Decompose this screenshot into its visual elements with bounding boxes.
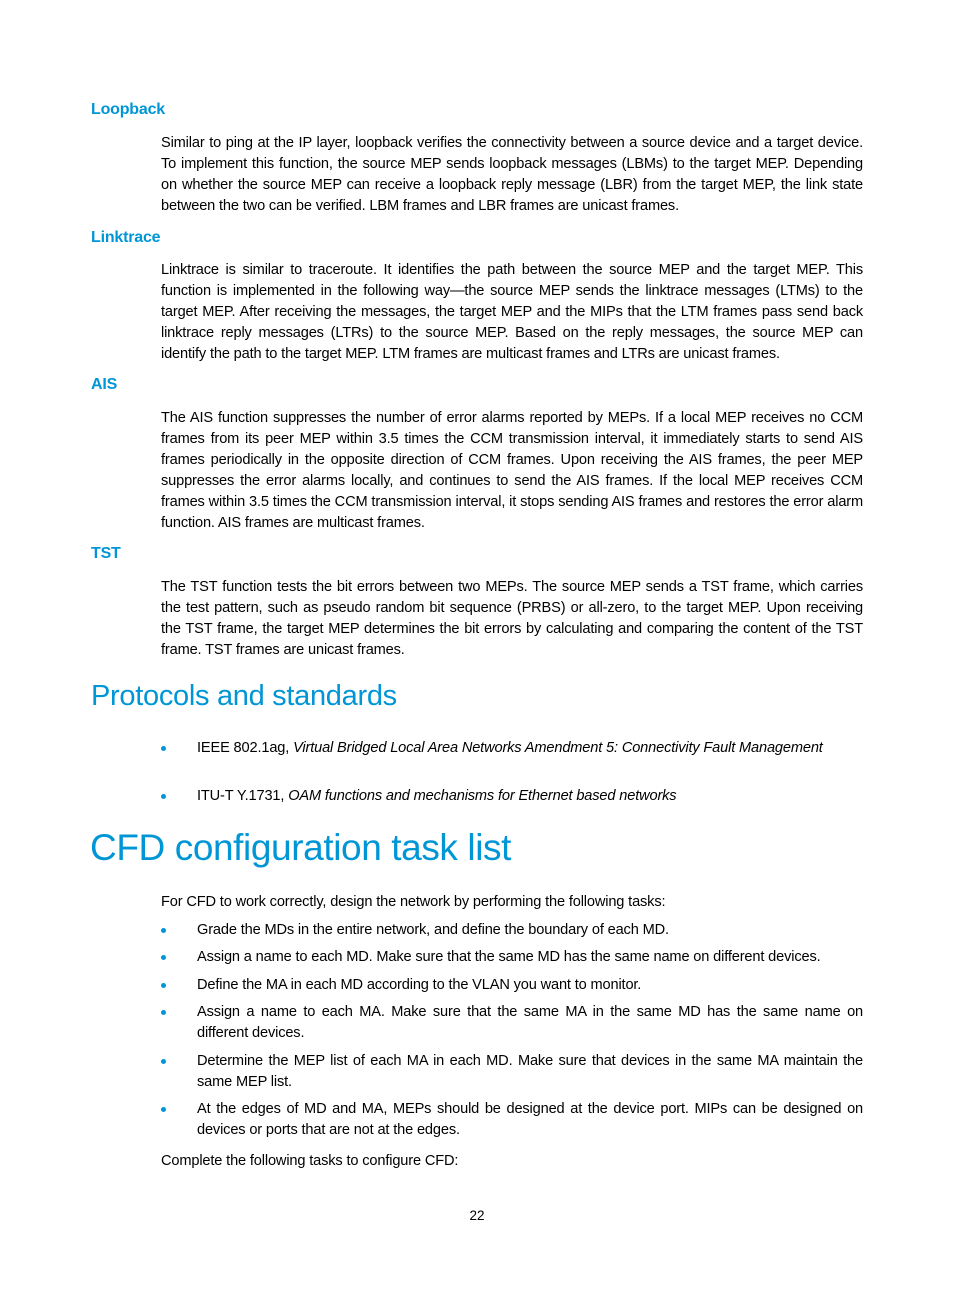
task-item-text: Assign a name to each MD. Make sure that the same MD has the same name on different devices.: [197, 949, 821, 965]
task-list-outro: Complete the following tasks to configure CFD:: [161, 1153, 459, 1169]
heading-protocols-and-standards: Protocols and standards: [91, 680, 397, 712]
bullet-icon: [161, 1107, 166, 1112]
task-list-intro: For CFD to work correctly, design the network by performing the following tasks:: [161, 894, 666, 910]
task-item-text: At the edges of MD and MA, MEPs should be designed at the device port. MIPs can be designed on devices or ports that are not at the edges.: [197, 1101, 863, 1138]
task-item-text: Grade the MDs in the entire network, and define the boundary of each MD.: [197, 922, 669, 938]
bullet-icon: [161, 928, 166, 933]
task-item: [161, 975, 863, 996]
bullet-icon: [161, 1059, 166, 1064]
paragraph-loopback: Similar to ping at the IP layer, loopback verifies the connectivity between a source device and a target device. To implement this function, the source MEP sends loopback messages (LBMs) to the target MEP. Depending on whether the source MEP can receive a loopback reply message (LBR) from the target MEP, the link state between the two can be verified. LBM frames and LBR frames are unicast frames.: [161, 135, 863, 214]
bullet-icon: [161, 983, 166, 988]
paragraph-ais: The AIS function suppresses the number of error alarms reported by MEPs. If a local MEP receives no CCM frames from its peer MEP within 3.5 times the CCM transmission interval, it immediately starts to send AIS frames periodically in the opposite direction of CCM frames. Upon receiving the AIS frames, the peer MEP suppresses the error alarms locally, and continues to send the AIS frames. If the local MEP receives CCM frames within 3.5 times the CCM transmission interval, it stops sending AIS frames and restores the error alarm function. AIS frames are multicast frames.: [161, 410, 863, 531]
task-item-text: Determine the MEP list of each MA in each MD. Make sure that devices in the same MA maintain the same MEP list.: [197, 1053, 863, 1090]
paragraph-tst: The TST function tests the bit errors between two MEPs. The source MEP sends a TST frame, which carries the test pattern, such as pseudo random bit sequence (PRBS) or all-zero, to the target MEP. Upon receiving the TST frame, the target MEP determines the bit errors by calculating and comparing the content of the TST frame. TST frames are unicast frames.: [161, 579, 863, 658]
paragraph-linktrace: Linktrace is similar to traceroute. It identifies the path between the source MEP and the target MEP. This function is implemented in the following way—the source MEP sends the linktrace messages (LTMs) to the target MEP. After receiving the messages, the target MEP and the MIPs that the LTM frames pass send back linktrace reply messages (LTRs) to the source MEP. Based on the reply messages, the source MEP can identify the path to the target MEP. LTM frames are multicast frames and LTRs are unicast frames.: [161, 262, 863, 362]
task-item-text: Assign a name to each MA. Make sure that the same MA in the same MD has the same name on different devices.: [197, 1004, 863, 1041]
page-number: 22: [469, 1208, 485, 1223]
bullet-icon: [161, 794, 166, 799]
protocol-item-text: [197, 738, 863, 759]
task-item: [161, 947, 863, 968]
heading-loopback: Loopback: [91, 101, 165, 118]
protocol-item: [161, 786, 863, 807]
heading-tst: TST: [91, 545, 121, 562]
task-item: [161, 1002, 863, 1044]
protocol-id: IEEE 802.1ag,: [197, 740, 294, 756]
heading-ais: AIS: [91, 376, 118, 393]
protocol-title: OAM functions and mechanisms for Ethernet based networks: [288, 788, 677, 804]
heading-cfd-configuration-task-list: CFD configuration task list: [90, 827, 512, 868]
task-item: [161, 1099, 863, 1141]
bullet-icon: [161, 746, 166, 751]
task-item-text: Define the MA in each MD according to the VLAN you want to monitor.: [197, 977, 642, 993]
bullet-icon: [161, 1010, 166, 1015]
heading-linktrace: Linktrace: [91, 229, 161, 246]
protocol-item: [161, 738, 863, 759]
bullet-icon: [161, 955, 166, 960]
protocol-id: ITU-T Y.1731,: [197, 788, 289, 804]
task-item: [161, 1051, 863, 1093]
protocol-item-text: [197, 786, 863, 807]
protocol-title: Virtual Bridged Local Area Networks Amendment 5: Connectivity Fault Management: [293, 740, 823, 756]
task-item: [161, 920, 863, 941]
